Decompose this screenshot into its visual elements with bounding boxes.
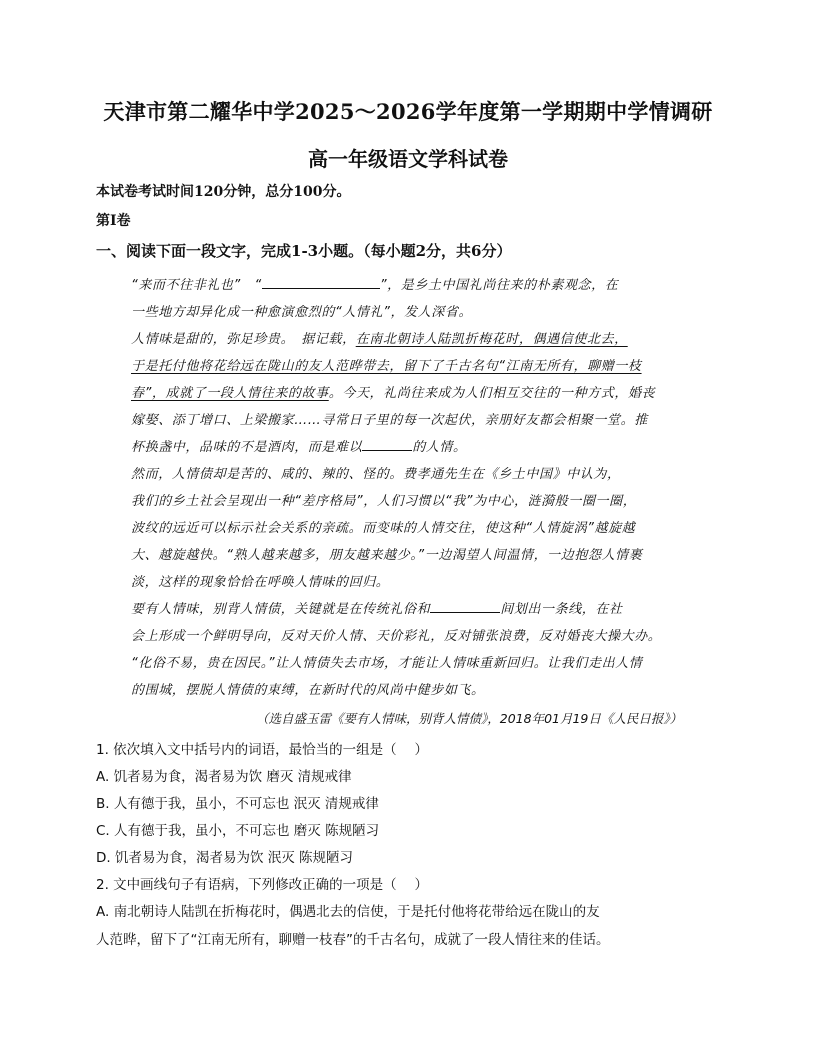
question-1-option-c: C. 人有德于我，虽小，不可忘也 磨灭 陈规陋习 [96, 823, 380, 839]
question-1-option-b: B. 人有德于我，虽小，不可忘也 泯灭 清规戒律 [96, 796, 379, 812]
passage-text: 人情味是甜的，弥足珍贵。 据记载， [131, 332, 356, 347]
question-2-stem: 2. 文中画线句子有语病，下列修改正确的一项是（ ） [96, 877, 428, 893]
fill-blank [362, 438, 412, 451]
passage-line: 会上形成一个鲜明导向，反对天价人情、天价彩礼，反对铺张浪费，反对婚丧大操大办。 [131, 629, 662, 644]
exam-subtitle: 高一年级语文学科试卷 [308, 147, 508, 171]
passage-line [131, 436, 467, 455]
exam-title: 天津市第二耀华中学2025～2026学年度第一学期期中学情调研 [103, 99, 713, 124]
passage-line: “化俗不易，贵在因民。”让人情债失去市场，才能让人情味重新回归。让我们走出人情 [131, 656, 643, 671]
question-1-stem: 1. 依次填入文中括号内的词语，最恰当的一组是（ ） [96, 742, 428, 758]
passage-line: 波纹的远近可以标示社会关系的亲疏。而变味的人情交往，使这种“人情旋涡”越旋越 [131, 521, 636, 536]
question-2-option-a-line2: 人范晔，留下了“江南无所有，聊赠一枝春”的千古名句，成就了一段人情往来的佳话。 [96, 932, 610, 948]
exam-part-label: 第Ⅰ卷 [96, 213, 131, 229]
passage-line: 嫁娶、添丁增口、上梁搬家……寻常日子里的每一次起伏，亲朋好友都会相聚一堂。推 [131, 413, 648, 428]
passage-line [131, 355, 642, 374]
exam-time-score: 本试卷考试时间120分钟，总分100分。 [96, 184, 351, 200]
underlined-sentence: 于是托付他将花给远在陇山的友人范晔带去，留下了千古名句“江南无所有，聊赠一枝 [131, 359, 642, 374]
passage-text: 。今天，礼尚往来成为人们相互交往的一种方式，婚丧 [328, 386, 656, 401]
passage-line [131, 274, 618, 293]
passage-text: 杯换盏中，品味的不是酒肉，而是难以 [131, 440, 363, 455]
question-2-option-a-line1: A. 南北朝诗人陆凯在折梅花时，偶遇北去的信使，于是托付他将花带给远在陇山的友 [96, 904, 600, 920]
underlined-sentence: 春”，成就了一段人情往来的故事 [131, 386, 329, 401]
question-1-option-a: A. 饥者易为食，渴者易为饮 磨灭 清规戒律 [96, 769, 352, 785]
passage-line: 的围城，摆脱人情债的束缚，在新时代的风尚中健步如飞。 [131, 683, 485, 698]
passage-line: 淡，这样的现象恰恰在呼唤人情味的回归。 [131, 575, 390, 590]
passage-source: （选自盛玉雷《要有人情味，别背人情债》，2018年01月19日《人民日报》） [256, 711, 683, 726]
passage-text: “来而不往非礼也” “ [131, 278, 262, 293]
underlined-sentence: 在南北朝诗人陆凯折梅花时，偶遇信使北去， [355, 332, 628, 347]
passage-line [131, 598, 623, 617]
passage-line [131, 328, 628, 347]
passage-text: 的人情。 [412, 440, 467, 455]
passage-text: ”，是乡土中国礼尚往来的朴素观念，在 [379, 278, 619, 293]
passage-text: 要有人情味，别背人情债，关键就是在传统礼俗和 [131, 602, 431, 617]
fill-blank [262, 276, 380, 289]
passage-line [131, 382, 655, 401]
passage-line: 然而，人情债却是苦的、咸的、辣的、怪的。费孝通先生在《乡土中国》中认为， [131, 467, 621, 482]
passage-text: 间划出一条线，在社 [500, 602, 623, 617]
fill-blank [430, 600, 500, 613]
question-1-option-d: D. 饥者易为食，渴者易为饮 泯灭 陈规陋习 [96, 850, 354, 866]
passage-line: 我们的乡土社会呈现出一种“差序格局”，人们习惯以“我”为中心，涟漪般一圈一圈， [131, 494, 637, 509]
passage-line: 一些地方却异化成一种愈演愈烈的“人情礼”，发人深省。 [131, 305, 473, 320]
section-heading: 一、阅读下面一段文字，完成1-3小题。（每小题2分，共6分） [96, 242, 512, 260]
passage-line: 大、越旋越快。“熟人越来越多，朋友越来越少。”一边渴望人间温情，一边抱怨人情裹 [131, 548, 643, 563]
